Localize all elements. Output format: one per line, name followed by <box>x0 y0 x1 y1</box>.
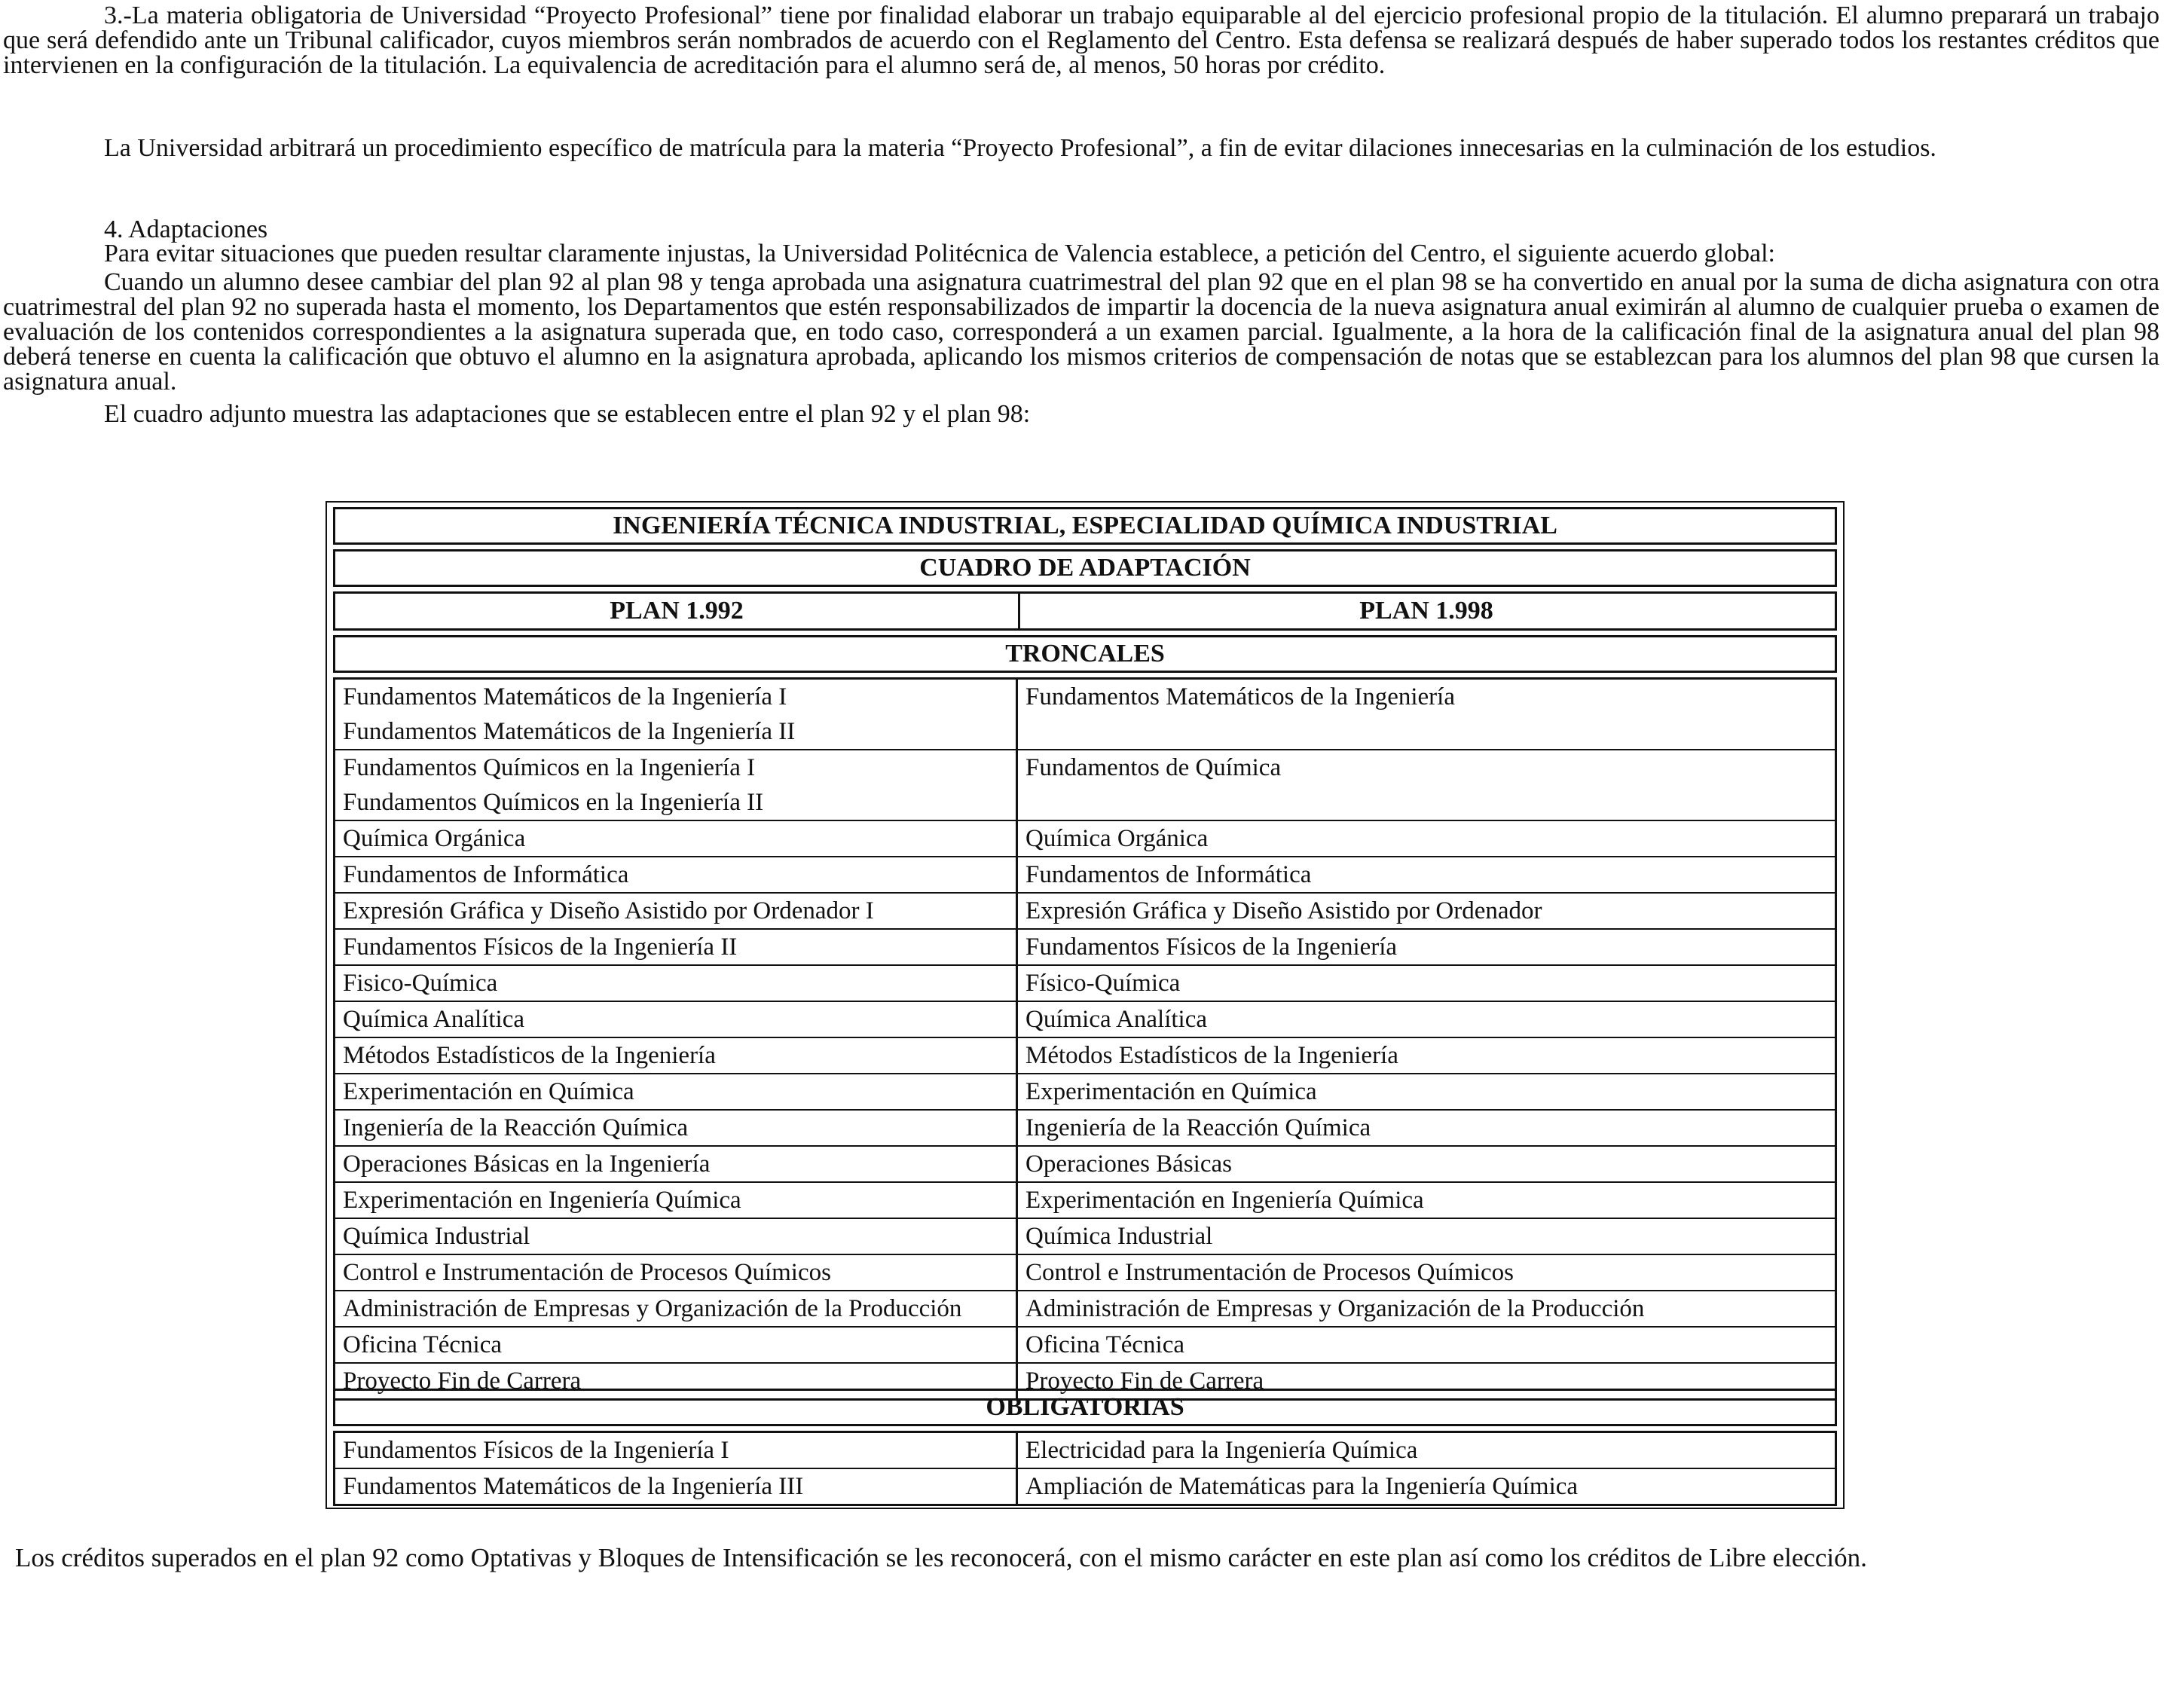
subject-name: Administración de Empresas y Organización de la Producción <box>1025 1295 1645 1322</box>
subject-name: Control e Instrumentación de Procesos Químicos <box>343 1259 831 1286</box>
subject-name: Experimentación en Química <box>343 1078 634 1105</box>
plan-1998-cell <box>1018 680 1835 749</box>
plan-1998-cell <box>1018 966 1835 1001</box>
table-row <box>335 1328 1835 1364</box>
footer-note: Los créditos superados en el plan 92 como Optativas y Bloques de Intensificación se les reconocerá, con el mismo carácter en este plan así como los créditos de Libre elección. <box>15 1543 1867 1572</box>
subject-name: Ampliación de Matemáticas para la Ingeniería Química <box>1025 1473 1579 1500</box>
plan-1992-cell <box>335 1328 1018 1362</box>
table-row <box>335 1255 1835 1291</box>
subject-name: Físico-Química <box>1025 970 1181 997</box>
subject-name: Administración de Empresas y Organización de la Producción <box>343 1295 962 1322</box>
section-troncales-header: TRONCALES <box>333 635 1837 673</box>
plan-1992-cell <box>335 930 1018 964</box>
plan-1998-cell <box>1018 1038 1835 1073</box>
paragraph-cuadro: El cuadro adjunto muestra las adaptaciones que se establecen entre el plan 92 y el plan 98: <box>104 400 1031 428</box>
table-row <box>335 1183 1835 1219</box>
plan-1992-cell <box>335 821 1018 856</box>
table-column-headers <box>333 591 1837 631</box>
plan-1998-cell <box>1018 1469 1835 1504</box>
table-row <box>335 821 1835 857</box>
subject-name: Química Orgánica <box>1025 825 1209 852</box>
subject-name: Operaciones Básicas <box>1025 1150 1232 1178</box>
heading-adaptaciones: 4. Adaptaciones <box>104 215 268 243</box>
table-row <box>335 1038 1835 1074</box>
plan-1998-cell <box>1018 821 1835 856</box>
plan-1998-cell <box>1018 1074 1835 1109</box>
column-header-plan-1992: PLAN 1.992 <box>610 597 744 625</box>
subject-name: Fundamentos Matemáticos de la Ingeniería I <box>343 683 787 710</box>
subject-name: Métodos Estadísticos de la Ingeniería <box>343 1042 716 1069</box>
subject-name: Oficina Técnica <box>1025 1331 1185 1358</box>
plan-1992-cell <box>335 680 1018 749</box>
subject-name: Expresión Gráfica y Diseño Asistido por Ordenador I <box>343 897 874 924</box>
plan-1992-cell <box>335 1219 1018 1254</box>
subject-name: Fundamentos Físicos de la Ingeniería II <box>343 933 738 961</box>
table-row <box>335 857 1835 894</box>
table-row <box>335 1002 1835 1038</box>
plan-1998-cell <box>1018 857 1835 892</box>
plan-1998-cell <box>1018 1183 1835 1218</box>
table-row <box>335 1219 1835 1255</box>
subject-name: Proyecto Fin de Carrera <box>1025 1367 1264 1395</box>
plan-1998-cell <box>1018 1255 1835 1290</box>
plan-1998-cell <box>1018 750 1835 820</box>
subject-name: Proyecto Fin de Carrera <box>343 1367 582 1395</box>
table-title: INGENIERÍA TÉCNICA INDUSTRIAL, ESPECIALIDAD QUÍMICA INDUSTRIAL <box>333 507 1837 545</box>
table-row <box>335 680 1835 750</box>
plan-1998-cell <box>1018 930 1835 964</box>
obligatorias-section <box>333 1431 1837 1506</box>
table-row <box>335 894 1835 930</box>
subject-name: Fundamentos Matemáticos de la Ingeniería <box>1025 683 1455 710</box>
subject-name: Control e Instrumentación de Procesos Químicos <box>1025 1259 1514 1286</box>
plan-1992-cell <box>335 1111 1018 1145</box>
subject-name: Fisico-Química <box>343 970 498 997</box>
subject-name: Electricidad para la Ingeniería Química <box>1025 1437 1418 1464</box>
table-subtitle: CUADRO DE ADAPTACIÓN <box>333 549 1837 587</box>
subject-name: Ingeniería de la Reacción Química <box>1025 1114 1371 1141</box>
subject-name: Fundamentos de Informática <box>343 861 629 888</box>
subject-name: Expresión Gráfica y Diseño Asistido por Ordenador <box>1025 897 1542 924</box>
table-row <box>335 1469 1835 1504</box>
plan-1998-cell <box>1018 894 1835 928</box>
adaptation-table <box>326 501 1845 1509</box>
table-row <box>335 1433 1835 1469</box>
plan-1992-cell <box>335 857 1018 892</box>
subject-name: Fundamentos Químicos en la Ingeniería I <box>343 754 756 781</box>
plan-1998-cell <box>1018 1291 1835 1326</box>
table-row <box>335 750 1835 821</box>
table-row <box>335 966 1835 1002</box>
troncales-section <box>333 677 1837 1401</box>
plan-1992-cell <box>335 1433 1018 1468</box>
subject-name: Química Analítica <box>1025 1006 1208 1033</box>
plan-1992-cell <box>335 1002 1018 1037</box>
subject-name: Fundamentos de Química <box>1025 754 1282 781</box>
subject-name: Fundamentos de Informática <box>1025 861 1312 888</box>
subject-name: Métodos Estadísticos de la Ingeniería <box>1025 1042 1398 1069</box>
plan-1992-cell <box>335 966 1018 1001</box>
subject-name: Fundamentos Físicos de la Ingeniería <box>1025 933 1398 961</box>
paragraph-cambio-plan: Cuando un alumno desee cambiar del plan 92 al plan 98 y tenga aprobada una asignatura cuatrimestral del plan 92 que en el plan 98 se ha convertido en anual por la suma de dicha asignatura con otra cuatrimestral del plan 92 no superada hasta el momento, los Departamentos que estén responsabilizados de impartir la docencia de la nueva asignatura anual eximirán al alumno de cualquier prueba o examen de evaluación de los contenidos correspondientes a la asignatura superada que, en todo caso, corresponderá a un examen parcial. Igualmente, a la hora de la calificación final de la asignatura anual del plan 98 deberá tenerse en cuenta la calificación que obtuvo el alumno en la asignatura aprobada, aplicando los mismos criterios de compensación de notas que se establezcan para los alumnos del plan 98 que cursen la asignatura anual. <box>3 268 2159 396</box>
subject-name: Fundamentos Matemáticos de la Ingeniería III <box>343 1473 804 1500</box>
plan-1998-cell <box>1018 1111 1835 1145</box>
section-obligatorias-header: OBLIGATORIAS <box>333 1389 1837 1426</box>
plan-1992-cell <box>335 1183 1018 1218</box>
plan-1992-cell <box>335 1469 1018 1504</box>
plan-1998-cell <box>1018 1002 1835 1037</box>
subject-name: Experimentación en Ingeniería Química <box>1025 1187 1424 1214</box>
column-header-plan-1998: PLAN 1.998 <box>1359 597 1493 625</box>
subject-name: Química Industrial <box>343 1223 530 1250</box>
subject-name: Química Orgánica <box>343 825 526 852</box>
plan-1992-cell <box>335 1291 1018 1326</box>
paragraph-acuerdo: Para evitar situaciones que pueden resultar claramente injustas, la Universidad Politécnica de Valencia establece, a petición del Centro, el siguiente acuerdo global: <box>104 240 1775 267</box>
table-row <box>335 1291 1835 1328</box>
subject-name: Química Industrial <box>1025 1223 1213 1250</box>
plan-1998-cell <box>1018 1147 1835 1181</box>
plan-1992-cell <box>335 1038 1018 1073</box>
subject-name: Fundamentos Físicos de la Ingeniería I <box>343 1437 729 1464</box>
subject-name: Experimentación en Ingeniería Química <box>343 1187 741 1214</box>
subject-name: Operaciones Básicas en la Ingeniería <box>343 1150 711 1178</box>
plan-1998-cell <box>1018 1433 1835 1468</box>
column-divider <box>1018 594 1020 628</box>
plan-1992-cell <box>335 1074 1018 1109</box>
plan-1992-cell <box>335 750 1018 820</box>
plan-1998-cell <box>1018 1328 1835 1362</box>
subject-name: Fundamentos Químicos en la Ingeniería II <box>343 789 764 816</box>
subject-name: Fundamentos Matemáticos de la Ingeniería II <box>343 718 796 745</box>
paragraph-matricula: La Universidad arbitrará un procedimiento específico de matrícula para la materia “Proyecto Profesional”, a fin de evitar dilaciones innecesarias en la culminación de los estudios. <box>104 134 1936 162</box>
subject-name: Química Analítica <box>343 1006 525 1033</box>
table-row <box>335 1111 1835 1147</box>
paragraph-proyecto-profesional: 3.-La materia obligatoria de Universidad “Proyecto Profesional” tiene por finalidad elaborar un trabajo equiparable al del ejercicio profesional propio de la titulación. El alumno preparará un trabajo que será defendido ante un Tribunal calificador, cuyos miembros serán nombrados de acuerdo con el Reglamento del Centro. Esta defensa se realizará después de haber superado todos los restantes créditos que intervienen en la configuración de la titulación. La equivalencia de acreditación para el alumno será de, al menos, 50 horas por crédito. <box>3 2 2159 79</box>
subject-name: Oficina Técnica <box>343 1331 503 1358</box>
table-row <box>335 930 1835 966</box>
plan-1992-cell <box>335 894 1018 928</box>
subject-name: Experimentación en Química <box>1025 1078 1317 1105</box>
table-row <box>335 1074 1835 1111</box>
plan-1992-cell <box>335 1255 1018 1290</box>
table-row <box>335 1147 1835 1183</box>
subject-name: Ingeniería de la Reacción Química <box>343 1114 689 1141</box>
plan-1992-cell <box>335 1147 1018 1181</box>
plan-1998-cell <box>1018 1219 1835 1254</box>
